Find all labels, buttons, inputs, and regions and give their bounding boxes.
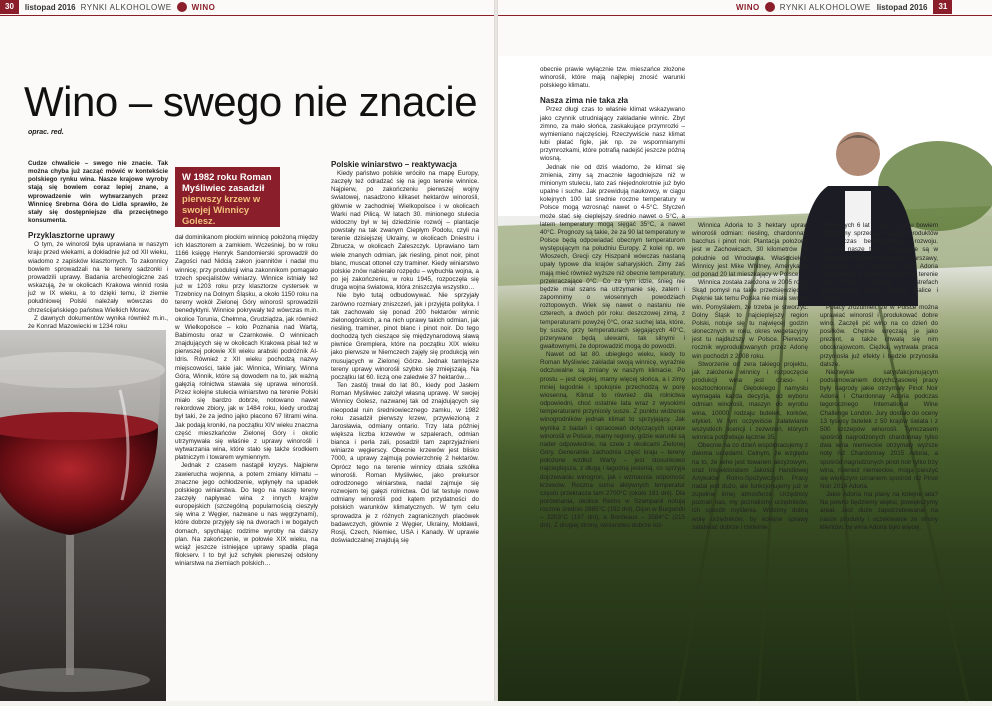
wine-glass-photo [0, 330, 166, 701]
lead-paragraph: Cudze chwalicie – swego nie znacie. Tak można chyba już zacząć mówić w kontekście polskiego rynku wina. Nasze krajowe wyroby stają się bowiem coraz lepiej znane, a wprowadzenie win wytwarzanych przez Winnicę Srebrna Góra do Lidla sprawiło, że stały się dostępniejsze dla przeciętnego konsumenta. [28, 160, 168, 225]
logo-dot-icon [177, 2, 187, 12]
section-name: WINO [191, 2, 216, 12]
paragraph: Kiedy państwo polskie wróciło na mapę Europy, zaczęły też odradzać się na jego terenie winnice. Najpierw, po zakończeniu pierwszej wojny światowej, nasadzono kilkaset hektarów winorośli, głównie w zachodniej Wielkopolsce i w okolicach Warki nad Pilicą. W latach 30. minionego stulecia widoczny był w tej dziedzinie rozwój – plantacje powstały na tak zwanym Ciepłym Podolu, czyli na terenie dzisiejszej Ukrainy, w okolicach Dniestru i Zbrucza, w okolicach Zaleszczyk. Uprawiano tam wiele znanych odmian, jak riesling, pinot noir, pinot blanc, muscat ottonel czy traminer. Kiedy winiarstwo polskie znów nabierało rozpędu – wybuchła wojna, a po jej zakończeniu, w roku 1945, rozpoczęła się druga wojna światowa, która zniszczyła wszystko… [331, 170, 479, 292]
paragraph: Minionych 6 lat – tyle lat temu bowiem zaczęliśmy sprzedaż naszych produktów – to czas beznostannego rozwoju. Obecnie nasze trunki podawane są w najlepszych polskich hotelach Warszawy, Wrocławia czy Trójmiasta. Wina Adoria można kupić w wielu sklepach na terenie całej Polski, również w strefach wolnocłowych lotnisk Okęcie, Balice i Gdańsk. [820, 222, 938, 303]
logo-dot-icon [765, 2, 775, 12]
column-6 [820, 222, 938, 552]
section-name: WINO [736, 2, 760, 12]
paragraph: obecnie prawie wyłącznie tzw. mieszańce złożone winorośli, które mają najlepiej znosić warunki polskiego klimatu. [540, 66, 685, 90]
paragraph: Niezwykle satysfakcjonującym podsumowaniem dotychczasowej pracy były nagrody jakie otrzymały Pinot Noir Adoria i Chardonnay Adoria podczas tegorocznego International Wine Challenge London. Jury dostało do oceny 13 tysięcy butelek z 50 krajów świata i z 500 szczepów winorośli. Tymczasem spośród nagrodzonych chardonnay tylko dwa wina niemieckie otrzymały wyższe noty niż Chardonnay 2015 Adoria, a spośród nagrodzonych pinot noir tylko trzy wina, również niemieckie, mogą cieszyć się większym uznaniem spośród niż Pinot Noir 2014 Adoria. [820, 368, 938, 490]
right-header [736, 0, 952, 14]
paragraph: Jakie Adoria ma plany na kolejne lata? Na pewno będziemy więksi, powiększymy areał. Jest duże zapotrzebowanie na nasze produkty i oczekiwanie ze strony klientów, by wina Adoria było więcej. [820, 491, 938, 531]
issue-date: listopad 2016 [876, 2, 928, 12]
header-rule [0, 15, 494, 16]
column-2 [175, 234, 318, 689]
magazine-name: RYNKI ALKOHOLOWE [779, 2, 871, 12]
paragraph: dał dominikanom płockim winnicę położoną między ich klasztorem a zamkiem. Wcześniej, bo w roku 1166 księgę Henryk Sandomierski sprowadził do Zagości nad Nidcią zakon joannitów i nadał mu winnicę; przy produkcji wina zakonnikom pomagało trzech specjalistów winiarzy. Winnice istniały też już w 1203 roku przy klasztorze cystersek w Trzebnicy na Dolnym Śląsku, a około 1150 roku na tereny wokół Zielonej Góry winorośl sprowadzili benedyktyni. Winnice pokrywały też wówczas m.in. okolice Torunia, Chełmna, Grudziądza, jak również w Wielkopolsce – koło Poznania nad Wartą, Babimostu oraz w Czarnkowie. O winnicach znajdujących się w okolicach Krakowa pisał też w pierwszej połowie XII wieku arabski podróżnik Al-Idris. Również z XII wieku pochodzą nazwy miejscowości, takie jak: Winnica, Winiary, Winna Góra, Winnik, które są dowodem na to, jak ważną gałęzią rolnictwa stawała się uprawa winorośli. Przez kolejne stulecia winiarstwo na terenie Polski miało się bardzo dobrze, notowano nawet rekordowe zbiory, jak w 1484 roku, kiedy urodzaj był taki, że za jedno jajko płacono 67 litrami wina. Jak podają kroniki, na początku XIV wieku znaczna część mieszkańców Zielonej Góry i okolic utrzymywała się właśnie z uprawy winorośli i wytwarzania wina, które stało się także środkiem płatniczym i towarem wymiennym. [175, 234, 318, 462]
column-5 [692, 222, 808, 531]
page-number: 31 [933, 0, 952, 14]
paragraph: Nie było tutaj odbudowywać. Nie sprzyjały zarówno rozmiary zniszczeń, jak i przyjęta polityka. I tak zachowało się ponad 200 hektarów winnic zielonogórskich, a na nich uprawy takich odmian, jak riesling, traminer, pinot blanc i pinot noir. Do tego dochodzą tych cieszące się międzynarodową sławą piwnice Gremplera, które na początku XIX wieku jako pierwsze w Niemczech zajęły się produkcją win musujących w Zielonej Górze. Jednak tamtejsze tereny uprawy winorośli szybko się zmiejszają. Na początku lat 60. liczą one zaledwie 37 hektarów… [331, 292, 479, 381]
subheading: Polskie winiarstwo – reaktywacja [331, 160, 457, 169]
column-4 [540, 66, 685, 689]
paragraph: O tym, że winorośl była uprawiana w naszym kraju przed wiekami, a dokładnie już od XII wieku, wiadomo z zapisków klasztornych. To zakonnicy bowiem sprowadzali na te tereny sadzonki i prowadzili uprawy. Badania archeologiczne zaś wskazują, że w okolicach Krakowa winnid rosła już w IX wieku, a to dzięki temu, iż ziemie południowej Polski należały wówczas do chrześcijańskiego państwa Wielkich Moraw. [28, 241, 168, 314]
byline: oprac. red. [28, 129, 64, 136]
paragraph: Jednak z czasem nastąpił kryzys. Najpierw zawierucha wojenna, a potem zmiany klimatu – znaczne jego ochłodzenie, wpłynęły na upadek polskiego winiarstwa. Do tego na naszę tereny zaczęły napływać wina z innych krajów europejskich (szczególną popularnością cieszyły się wina z Węgier, nazwane u nas węgrzynami), które dobrze przyjęły się na dworach i w bogatych domach, spychając rodzime wyroby na dalszy plan. Na zakończenie, w połowie XIX wieku, na wciąż jeszcze istniejące uprawy spadła plaga filokserv. I to był już schyłek pierwszej odsłony winiarstwa na ziemiach polskich… [175, 462, 318, 568]
article-title: Wino – swego nie znacie [24, 78, 478, 125]
pull-quote-line-1: W 1982 roku Roman Myśliwiec zasadził [182, 171, 272, 193]
paragraph: Winnica Adoria to 3 hektary upraw winorośli odmian: riesling, chardonnay, bacchus i pinot noir. Plantacja położona jest w Zachowicach, 30 kilometrów na południe od Wrocławia. Właścicielem Winnicy jest Mike Whitney, Amerykanin od ponad 20 lat mieszkający w Polsce. [692, 222, 808, 278]
subheading: Nasza zima nie taka zła [540, 96, 629, 106]
left-header [0, 0, 215, 14]
column-3 [331, 160, 479, 689]
paragraph: Stworzenie od zera takiego projektu, jak założenie winnicy i rozpoczęcie produkcji wina jest czaso- i kosztochłonne. Głębokiego namysłu wymagała każda decyzja, od wyboru odmian winorośli, maszyn do wyrobu wina, 10000 rodzaju butelek, korków, etykiet. W tym oczywiście załatwianie wszystkich licencji i zezwoleń, których winnica potrzebuje łącznie 35. [692, 360, 808, 442]
paragraph: Obecnie na co dzień współpracujemy z dwoma urzędami: Celnym, ze względu na to, że wino jest towarem akcyzowym, oraz Inspektoratem Jakości Handlowej Artykułów Rolno-Spożywczych. Pracy nadal jest dużo, ale funkcjonujemy już w zupełnie innej atmosferze. Urzędnicy poznali nas, my poznaliśmy urzędników, ich sposób myślenia. Widzimy dobrą wolę urzędników, by kolejne sprawy załatwiać dobrze i rzetelnie. [692, 442, 808, 531]
header-rule [498, 15, 992, 16]
paragraph: Z dawnych dokumentów wynika również m.in., że Konrad Mazowiecki w 1234 roku [28, 314, 168, 330]
page-number: 30 [0, 0, 19, 14]
paragraph: Polacy zrozumieli, że w Polsce można uprawiać winorośl i produkować dobre wino. Zaczęli pić wino na co dzień do posiłków. Chętnie wręczają je jako prezent, a także chwalą się nim obcokrajowcom. Ciężka, wytrwała praca przyniosła już efekty i będzie przynosiła dalsze. [820, 303, 938, 368]
paragraph: Przez długi czas to właśnie klimat wskazywano jako czynnik utrudniający zakładanie winnic. Zbyt zimno, za mało słońca, zaskakujące przymrozki – wymieniano najczęściej. Rzeczywiście nasz klimat łubi płatać figle, jak np. ze wspomnianymi przymrozkami, które potrafią nadejść jeszcze późną wiosną. [540, 106, 685, 163]
issue-date: listopad 2016 [24, 2, 76, 12]
caption-org: Winnica Adoria [664, 201, 719, 210]
subheading: Przyklasztorne uprawy [28, 231, 115, 241]
pull-quote-line-2: pierwszy krzew w swojej Winnicy [182, 193, 261, 215]
wine-glass-icon [0, 330, 166, 701]
pull-quote [175, 167, 280, 227]
paragraph: Winnica została założona w 2005 roku. Skąd pomysł na takie przedsięwzięcie? Pięknie tak temu Polska nie miała swoich win. Pomyślałem, że trzeba je stworzyć. Dolny Śląsk to najcieplejszy region Polski, notuje się tu najwięcej godzin słonecznych w roku, okres wegetacyjny jest tu najdłuższy w Polsce. Pierwszy rocznik wyprodukowanych przez Adorię win pochodzi z 2008 roku. [692, 279, 808, 360]
paragraph: Jednak nie od dziś wiadomo, że klimat się zmienia, zimy są znacznie łagodniejsze niż w minionym stuleciu, lato zaś niejednokrotnie już było upalne i suche. Jak przewidują naukowcy, w ciągu kolejnych 100 lat średnie roczne temperatury w Polsce mogą wzrosnąć nawet o 4-5°C. Styczeń może stać się cieplejszy średnio nawet o 5°C, a latem temperatury mogą sięgać 35°C, a nawet 40°C. Prognozy są takie, że za 90 lat temperatury w Polsce będą odpowiadać obecnym temperaturom występującym na południu Europy. Z kolei np. we Włoszech, Grecji czy Hiszpanii wówczas nastaną upały typowe dla krajów saharyjskich. Zimy zaś mają mieć również wyższe niż obecnie temperatury, przekraczające 0°C. Co za tym idzie, śnieg nie będzie miał szans na utrzymanie się, zatem i zapomnimy o wiosennych powodziach roztopowych. Wiek się nawet o nastaniu nie czterech, a dwóch pór roku: deszczowej zimą, z temperaturami powyżej 0°C, oraz suchej lata, które, by susze, przy temperaturach sięgających 40°C, przerywane będą ulewami, tak silnymi i gwałtownymi, że doprowadzić mogą do powodzi. [540, 163, 685, 350]
magazine-name: RYNKI ALKOHOLOWE [80, 2, 172, 12]
paragraph: Nawet od lat 80. ubiegłego wieku, kiedy to Roman Myśliwiec zakładał swoją winnicę, wyraźnie odczuwalne są zmiany w naszym klimacie. Po prostu – jest cieplej, mamy więcej słońca, a i zimy mniej łagodnie i spokojnie przechodzą w porę wiosenną. Klimat to również dla rolnictwa odpowiedni, choć ostatnie lata wraz z wysokimi temperaturami przyniosły susze. Z punktu widzenia winogrodników jednak klimat to sprzyjający. Jak wynika z badań i opracowań dotyczących upraw winorośli w Polsce, mamy regiony, gdzie warunki są nader odpowiednie, na czele z okolicami Zielonej Góry. Generalnie zachodnia część kraju – tereny położone wzdłuż Warty – jest stosunkowo najcieplejsza, z długą i łagodną jesienią, co sprzyja dojrzewaniu winogron, jak i wzmacnia odporność krzewów. Roczna suma aktywnych temperatur często przekracza tam 2700°C (około 181 dni). Dla porównania, okolice Reims w Szampanii notują rocznie średnio 2885°C (192 dni), Dijon w Burgundii – 3203°C (197 dni), a Bordeaux – 3584°C (215 dni). Z drugiej strony, winiarstwo dobrze roz- [540, 351, 685, 530]
pull-quote-line-3: Golesz. [182, 215, 216, 226]
caption-name: Mike Whitney [664, 191, 712, 200]
paragraph: Ten zastój trwał do lat 80., kiedy pod Jasłem Roman Myśliwiec założył własną uprawę. W swojej Winnicy Golesz, nazwanej tak od znajdujących się nieopodal ruin średniowiecznego zamku, w 1982 roku zasadził pierwszy krzew, przywiezioną z Jarosławia, odmiany ontario. Trzy lata później większa liczba krzewów w szpalerach, odmian bianca i perła zali, posadził tam zaprzyjaźnieni winiarze węgierscy. Obecnie krzewów jest blisko 7000, a uprawy zajmują powierzchnię 2 hektarów. Oprócz tego na terenie winnicy działa szkółka winorośli. Roman Myśliwiec, jako prekursor odrodzonego winiarstwa, nadal zajmuje się rozwojem tej gałęzi rolnictwa. Od lat testuje nowe odmiany winorośli pod kątem przydatności do polskich warunków klimatycznych. W tym celu sprowadza je z różnych zagranicznych placówek badawczych, głównie z Węgier, Ukrainy, Mołdawii, Rosji, Czech, Niemiec, USA i Kanady. W uprawie doświadczalnej znajdują się [331, 382, 479, 545]
